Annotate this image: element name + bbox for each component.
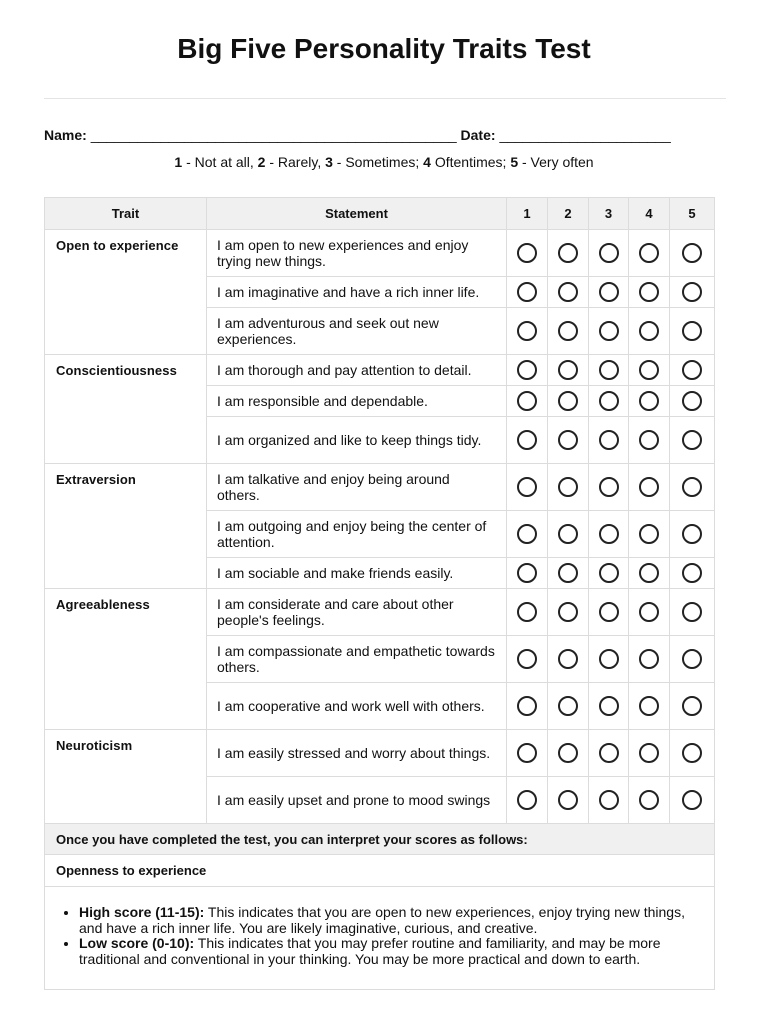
interpretation-heading: Once you have completed the test, you can interpret your scores as follows: — [45, 824, 715, 855]
statement-text: I am adventurous and seek out new experiences. — [207, 308, 507, 355]
rating-cell-3 — [589, 636, 629, 683]
rating-cell-1 — [507, 589, 548, 636]
rating-cell-2 — [548, 777, 589, 824]
rating-radio-4[interactable] — [639, 696, 659, 716]
name-label: Name: — [44, 127, 87, 143]
rating-radio-5[interactable] — [682, 649, 702, 669]
rating-radio-2[interactable] — [558, 430, 578, 450]
rating-radio-2[interactable] — [558, 524, 578, 544]
list-item: • High score (11-15): This indicates that you are open to new experiences, enjoy trying new things, and have a rich inner life. You are likely imaginative, curious, and creative. — [79, 905, 703, 936]
rating-radio-3[interactable] — [599, 321, 619, 341]
rating-cell-4 — [629, 464, 670, 511]
rating-radio-4[interactable] — [639, 477, 659, 497]
rating-cell-1 — [507, 730, 548, 777]
rating-radio-2[interactable] — [558, 563, 578, 583]
statement-text: I am compassionate and empathetic towards others. — [207, 636, 507, 683]
rating-cell-3 — [589, 386, 629, 417]
rating-cell-2 — [548, 511, 589, 558]
rating-radio-1[interactable] — [517, 563, 537, 583]
rating-radio-5[interactable] — [682, 321, 702, 341]
rating-cell-5 — [670, 417, 715, 464]
rating-cell-2 — [548, 730, 589, 777]
statement-text: I am easily stressed and worry about things. — [207, 730, 507, 777]
date-label: Date: — [460, 127, 496, 143]
rating-cell-3 — [589, 511, 629, 558]
rating-cell-3 — [589, 230, 629, 277]
page-title: Big Five Personality Traits Test — [177, 33, 591, 64]
rating-cell-4 — [629, 417, 670, 464]
rating-cell-1 — [507, 558, 548, 589]
rating-cell-4 — [629, 230, 670, 277]
rating-cell-2 — [548, 277, 589, 308]
table-header-row — [45, 198, 715, 230]
rating-radio-4[interactable] — [639, 391, 659, 411]
trait-label: Extraversion — [45, 464, 207, 589]
interpretation-notes — [45, 887, 715, 990]
rating-cell-1 — [507, 386, 548, 417]
rating-radio-2[interactable] — [558, 321, 578, 341]
date-field[interactable]: ______________________ — [499, 127, 671, 143]
rating-cell-4 — [629, 777, 670, 824]
rating-radio-1[interactable] — [517, 282, 537, 302]
trait-label: Open to experience — [45, 230, 207, 355]
table-row — [45, 464, 715, 511]
statement-text: I am thorough and pay attention to detail. — [207, 355, 507, 386]
rating-radio-4[interactable] — [639, 743, 659, 763]
rating-cell-5 — [670, 277, 715, 308]
rating-radio-2[interactable] — [558, 649, 578, 669]
rating-radio-1[interactable] — [517, 477, 537, 497]
header-score-2: 2 — [548, 198, 589, 230]
rating-radio-5[interactable] — [682, 790, 702, 810]
trait-label: Neuroticism — [45, 730, 207, 824]
rating-radio-1[interactable] — [517, 790, 537, 810]
rating-cell-5 — [670, 730, 715, 777]
rating-cell-5 — [670, 511, 715, 558]
rating-cell-4 — [629, 636, 670, 683]
rating-radio-2[interactable] — [558, 696, 578, 716]
rating-radio-2[interactable] — [558, 602, 578, 622]
rating-cell-4 — [629, 511, 670, 558]
rating-radio-4[interactable] — [639, 430, 659, 450]
rating-cell-5 — [670, 589, 715, 636]
rating-radio-1[interactable] — [517, 696, 537, 716]
rating-cell-3 — [589, 589, 629, 636]
rating-cell-3 — [589, 730, 629, 777]
interpretation-subheading: Openness to experience — [45, 855, 715, 887]
rating-cell-4 — [629, 730, 670, 777]
rating-cell-5 — [670, 230, 715, 277]
rating-cell-1 — [507, 636, 548, 683]
rating-radio-3[interactable] — [599, 524, 619, 544]
rating-radio-3[interactable] — [599, 602, 619, 622]
rating-cell-5 — [670, 683, 715, 730]
rating-cell-1 — [507, 355, 548, 386]
rating-radio-5[interactable] — [682, 696, 702, 716]
rating-cell-2 — [548, 683, 589, 730]
rating-radio-3[interactable] — [599, 243, 619, 263]
rating-cell-1 — [507, 683, 548, 730]
name-field[interactable]: _______________________________________________ — [90, 127, 457, 143]
rating-cell-1 — [507, 277, 548, 308]
rating-cell-1 — [507, 464, 548, 511]
statement-text: I am imaginative and have a rich inner life. — [207, 277, 507, 308]
rating-cell-2 — [548, 558, 589, 589]
rating-radio-5[interactable] — [682, 563, 702, 583]
rating-cell-1 — [507, 230, 548, 277]
rating-radio-4[interactable] — [639, 524, 659, 544]
rating-cell-4 — [629, 277, 670, 308]
rating-cell-1 — [507, 511, 548, 558]
rating-radio-3[interactable] — [599, 563, 619, 583]
rating-radio-3[interactable] — [599, 477, 619, 497]
rating-radio-2[interactable] — [558, 743, 578, 763]
rating-radio-1[interactable] — [517, 649, 537, 669]
rating-cell-5 — [670, 777, 715, 824]
rating-radio-1[interactable] — [517, 430, 537, 450]
rating-radio-3[interactable] — [599, 282, 619, 302]
statement-text: I am sociable and make friends easily. — [207, 558, 507, 589]
statement-text: I am organized and like to keep things tidy. — [207, 417, 507, 464]
rating-cell-4 — [629, 308, 670, 355]
rating-radio-5[interactable] — [682, 282, 702, 302]
rating-radio-1[interactable] — [517, 524, 537, 544]
rating-radio-1[interactable] — [517, 243, 537, 263]
rating-cell-2 — [548, 355, 589, 386]
rating-radio-4[interactable] — [639, 649, 659, 669]
rating-cell-2 — [548, 589, 589, 636]
rating-radio-5[interactable] — [682, 477, 702, 497]
rating-radio-5[interactable] — [682, 430, 702, 450]
rating-radio-3[interactable] — [599, 430, 619, 450]
rating-radio-2[interactable] — [558, 243, 578, 263]
rating-radio-1[interactable] — [517, 321, 537, 341]
statement-text: I am cooperative and work well with others. — [207, 683, 507, 730]
statement-text: I am open to new experiences and enjoy trying new things. — [207, 230, 507, 277]
rating-radio-5[interactable] — [682, 391, 702, 411]
table-row — [45, 355, 715, 386]
rating-radio-2[interactable] — [558, 360, 578, 380]
rating-cell-5 — [670, 636, 715, 683]
rating-radio-5[interactable] — [682, 743, 702, 763]
rating-radio-2[interactable] — [558, 477, 578, 497]
divider — [44, 98, 726, 99]
rating-cell-5 — [670, 308, 715, 355]
rating-cell-2 — [548, 308, 589, 355]
rating-radio-4[interactable] — [639, 282, 659, 302]
rating-cell-5 — [670, 464, 715, 511]
rating-radio-4[interactable] — [639, 321, 659, 341]
trait-label: Agreeableness — [45, 589, 207, 730]
statement-text: I am outgoing and enjoy being the center of attention. — [207, 511, 507, 558]
rating-radio-3[interactable] — [599, 649, 619, 669]
rating-radio-5[interactable] — [682, 602, 702, 622]
personality-test-table — [44, 197, 715, 990]
rating-radio-4[interactable] — [639, 790, 659, 810]
rating-radio-1[interactable] — [517, 360, 537, 380]
rating-radio-5[interactable] — [682, 360, 702, 380]
rating-cell-2 — [548, 417, 589, 464]
rating-cell-3 — [589, 277, 629, 308]
rating-radio-1[interactable] — [517, 391, 537, 411]
rating-cell-2 — [548, 386, 589, 417]
rating-cell-1 — [507, 417, 548, 464]
rating-cell-3 — [589, 558, 629, 589]
rating-cell-4 — [629, 558, 670, 589]
rating-radio-1[interactable] — [517, 743, 537, 763]
rating-cell-1 — [507, 777, 548, 824]
rating-radio-1[interactable] — [517, 602, 537, 622]
rating-cell-3 — [589, 683, 629, 730]
rating-cell-3 — [589, 417, 629, 464]
rating-cell-5 — [670, 558, 715, 589]
name-date-row — [44, 127, 734, 143]
header-score-5: 5 — [670, 198, 715, 230]
header-score-1: 1 — [507, 198, 548, 230]
rating-radio-4[interactable] — [639, 360, 659, 380]
rating-radio-2[interactable] — [558, 391, 578, 411]
rating-cell-3 — [589, 777, 629, 824]
rating-radio-2[interactable] — [558, 790, 578, 810]
header-score-4: 4 — [629, 198, 670, 230]
rating-cell-3 — [589, 355, 629, 386]
statement-text: I am responsible and dependable. — [207, 386, 507, 417]
rating-cell-5 — [670, 355, 715, 386]
rating-cell-2 — [548, 636, 589, 683]
header-score-3: 3 — [589, 198, 629, 230]
rating-radio-5[interactable] — [682, 243, 702, 263]
rating-cell-1 — [507, 308, 548, 355]
table-row — [45, 589, 715, 636]
list-item: • Low score (0-10): This indicates that you may prefer routine and familiarity, and may be more traditional and conventional in your thinking. You may be more practical and down to earth. — [79, 936, 703, 967]
rating-cell-2 — [548, 230, 589, 277]
rating-cell-4 — [629, 386, 670, 417]
trait-label: Conscientiousness — [45, 355, 207, 464]
rating-radio-2[interactable] — [558, 282, 578, 302]
rating-cell-4 — [629, 589, 670, 636]
rating-radio-3[interactable] — [599, 696, 619, 716]
statement-text: I am considerate and care about other people's feelings. — [207, 589, 507, 636]
rating-cell-3 — [589, 308, 629, 355]
rating-cell-4 — [629, 355, 670, 386]
table-row — [45, 730, 715, 777]
header-statement: Statement — [207, 198, 507, 230]
rating-radio-5[interactable] — [682, 524, 702, 544]
statement-text: I am talkative and enjoy being around others. — [207, 464, 507, 511]
rating-cell-5 — [670, 386, 715, 417]
rating-cell-4 — [629, 683, 670, 730]
rating-radio-4[interactable] — [639, 243, 659, 263]
rating-radio-4[interactable] — [639, 602, 659, 622]
rating-radio-4[interactable] — [639, 563, 659, 583]
rating-radio-3[interactable] — [599, 391, 619, 411]
rating-radio-3[interactable] — [599, 360, 619, 380]
header-trait: Trait — [45, 198, 207, 230]
rating-cell-2 — [548, 464, 589, 511]
rating-cell-3 — [589, 464, 629, 511]
rating-scale-legend: 1 - Not at all, 2 - Rarely, 3 - Sometimes; 4 Oftentimes; 5 - Very often — [174, 154, 594, 170]
table-row — [45, 230, 715, 277]
rating-radio-3[interactable] — [599, 743, 619, 763]
statement-text: I am easily upset and prone to mood swings — [207, 777, 507, 824]
rating-radio-3[interactable] — [599, 790, 619, 810]
